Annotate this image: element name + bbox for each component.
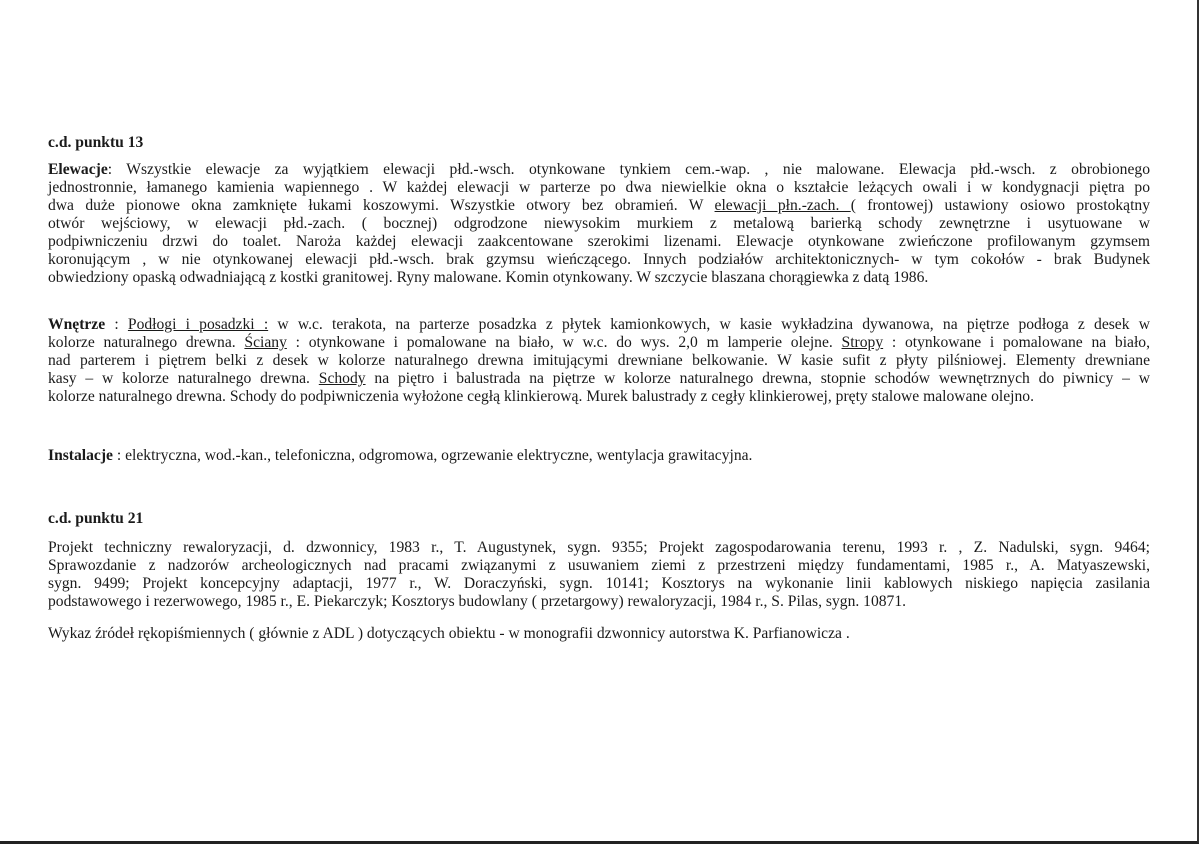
text-line: [48, 539, 1150, 557]
underlined-term: Podłogi i posadzki :: [127, 316, 269, 333]
text-line: [48, 557, 1150, 575]
section-13-heading: c.d. punktu 13: [48, 134, 144, 151]
underlined-term: Ściany: [244, 334, 287, 351]
text-line: [48, 370, 1150, 388]
text-segment: podstawowego i rezerwowego, 1985 r., E. Piekarczyk; Kosztorys budowlany ( przetargowy) rewaloryzacji, 1984 r., S. Pilas, sygn. 10871.: [48, 593, 907, 610]
text-segment: ( frontowej) ustawiony osiowo prostokątny: [850, 197, 1151, 214]
text-segment: podpiwniczeniu drzwi do toalet. Naroża każdej elewacji zaakcentowane szerokimi lizenami. Elewacje otynkowane zwieńczone profilowanym gzymsem: [48, 233, 1150, 250]
paragraph-wnetrze: [48, 316, 1150, 406]
text-line: [48, 625, 1150, 643]
text-segment: nad parterem i piętrem belki z desek w kolorze naturalnego drewna imitującymi drewniane belkowanie. W kasie sufit z płyty pilśniowej. Elementy drewniane: [48, 352, 1150, 369]
text-segment: dwa duże pionowe okna zamknięte łukami koszowymi. Wszystkie otwory bez obramień. W: [48, 197, 715, 214]
text-segment: : otynkowane i pomalowane na biało,: [883, 334, 1150, 351]
underlined-term: Schody: [318, 370, 366, 387]
text-segment: w w.c. terakota, na parterze posadzka z płytek kamionkowych, w kasie wykładzina dywanowa, na piętrze podłoga z desek w: [268, 316, 1150, 333]
text-line: [48, 179, 1150, 197]
text-line: [48, 593, 1150, 611]
text-line: [48, 197, 1150, 215]
text-line: [48, 161, 1150, 179]
text-segment: na piętro i balustrada na piętrze w kolorze naturalnego drewna, stopnie schodów wewnętrznych do piwnicy – w: [365, 370, 1151, 387]
section-21-heading: c.d. punktu 21: [48, 510, 144, 527]
bold-label: Elewacje: [48, 161, 108, 178]
paragraph-elewacje: [48, 161, 1150, 287]
paragraph-wykaz: [48, 625, 1150, 643]
text-line: [48, 316, 1150, 334]
text-line: [48, 334, 1150, 352]
text-line: [48, 575, 1150, 593]
text-segment: Wykaz źródeł rękopiśmiennych ( głównie z ADL ) dotyczących obiektu - w monografii dzwonnicy autorstwa K. Parfianowicza .: [48, 625, 850, 642]
text-segment: : Wszystkie elewacje za wyjątkiem elewacji płd.-wsch. otynkowane tynkiem cem.-wap. , nie malowane. Elewacja płd.-wsch. z obrobionego: [107, 161, 1150, 178]
paragraph-projekty: [48, 539, 1150, 611]
text-segment: :: [105, 316, 128, 333]
text-segment: otwór wejściowy, w elewacji płd.-zach. ( bocznej) odgrodzone niewysokim murkiem z metalową barierką schody zewnętrzne i usytuowane w: [48, 215, 1150, 232]
text-segment: : elektryczna, wod.-kan., telefoniczna, odgromowa, ogrzewanie elektryczne, wentylacja grawitacyjna.: [112, 447, 753, 464]
text-segment: jednostronnie, łamanego kamienia wapiennego . W każdej elewacji w parterze po dwa niewielkie okna o kształcie leżących owali i w kondygnacji piętra po: [48, 179, 1150, 196]
text-line: [48, 447, 1150, 465]
text-segment: : otynkowane i pomalowane na biało, w w.c. do wys. 2,0 m lamperie olejne.: [286, 334, 842, 351]
underlined-term: elewacji płn.-zach.: [714, 197, 851, 214]
text-line: [48, 215, 1150, 233]
text-segment: kolorze naturalnego drewna.: [48, 334, 245, 351]
text-segment: sygn. 9499; Projekt koncepcyjny adaptacji, 1977 r., W. Doraczyński, sygn. 10141; Kosztorys na wykonanie linii kablowych niskiego napięcia zasilania: [48, 575, 1150, 592]
text-line: [48, 352, 1150, 370]
text-line: [48, 269, 1150, 287]
bold-label: Wnętrze: [48, 316, 106, 333]
text-line: [48, 233, 1150, 251]
underlined-term: Stropy: [841, 334, 884, 351]
text-segment: kolorze naturalnego drewna. Schody do podpiwniczenia wyłożone cegłą klinkierową. Murek balustrady z cegły klinkierowej, pręty stalowe malowane olejno.: [48, 388, 1034, 405]
text-segment: koronującym , w nie otynkowanej elewacji płd.-wsch. brak gzymsu wieńczącego. Innych podziałów architektonicznych- w tym cokołów - brak Budynek: [48, 251, 1150, 268]
paragraph-instalacje: [48, 447, 1150, 465]
text-segment: Projekt techniczny rewaloryzacji, d. dzwonnicy, 1983 r., T. Augustynek, sygn. 9355; Projekt zagospodarowania terenu, 1993 r. , Z. Nadulski, sygn. 9464;: [48, 539, 1150, 556]
bold-label: Instalacje: [48, 447, 113, 464]
text-line: [48, 388, 1150, 406]
text-segment: obwiedziony opaską odwadniającą z kostki granitowej. Ryny malowane. Komin otynkowany. W szczycie blaszana chorągiewka z datą 1986.: [48, 269, 929, 286]
text-segment: Sprawozdanie z nadzorów archeologicznych nad pracami związanymi z usuwaniem ziemi z przestrzeni między fundamentami, 1985 r., A. Matyaszewski,: [48, 557, 1150, 574]
text-segment: kasy – w kolorze naturalnego drewna.: [48, 370, 319, 387]
text-line: [48, 251, 1150, 269]
